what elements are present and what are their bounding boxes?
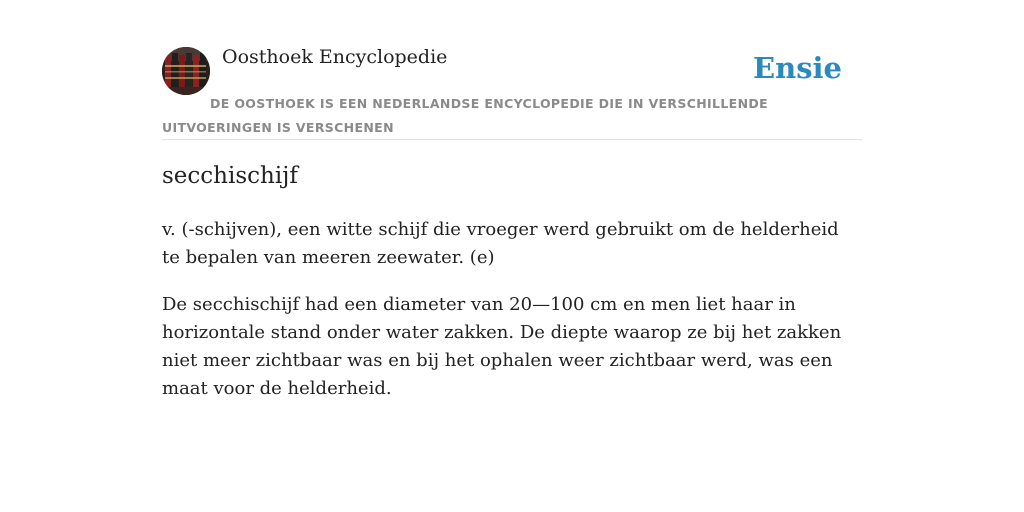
entry-body <box>162 216 862 422</box>
entry-paragraph: v. (-schijven), een witte schijf die vroeger werd gebruikt om de helderheid te bepalen van meeren zeewater. (e) <box>162 219 839 268</box>
page <box>162 0 862 512</box>
entry-paragraph: De secchischijf had een diameter van 20—100 cm en men liet haar in horizontale stand onder water zakken. De diepte waarop ze bij het zakken niet meer zichtbaar was en bij het ophalen weer zichtbaar werd, was een maat voor de helderheid. <box>162 294 842 399</box>
site-subtitle: DE OOSTHOEK IS EEN NEDERLANDSE ENCYCLOPEDIE DIE IN VERSCHILLENDE UITVOERINGEN IS VERSCHENEN <box>162 96 768 135</box>
site-title[interactable]: Oosthoek Encyclopedie <box>222 46 448 68</box>
header <box>162 0 862 140</box>
encyclopedia-books-icon[interactable] <box>162 47 210 95</box>
brand-logo[interactable]: Ensie <box>753 51 842 85</box>
entry-title: secchischijf <box>162 163 298 189</box>
